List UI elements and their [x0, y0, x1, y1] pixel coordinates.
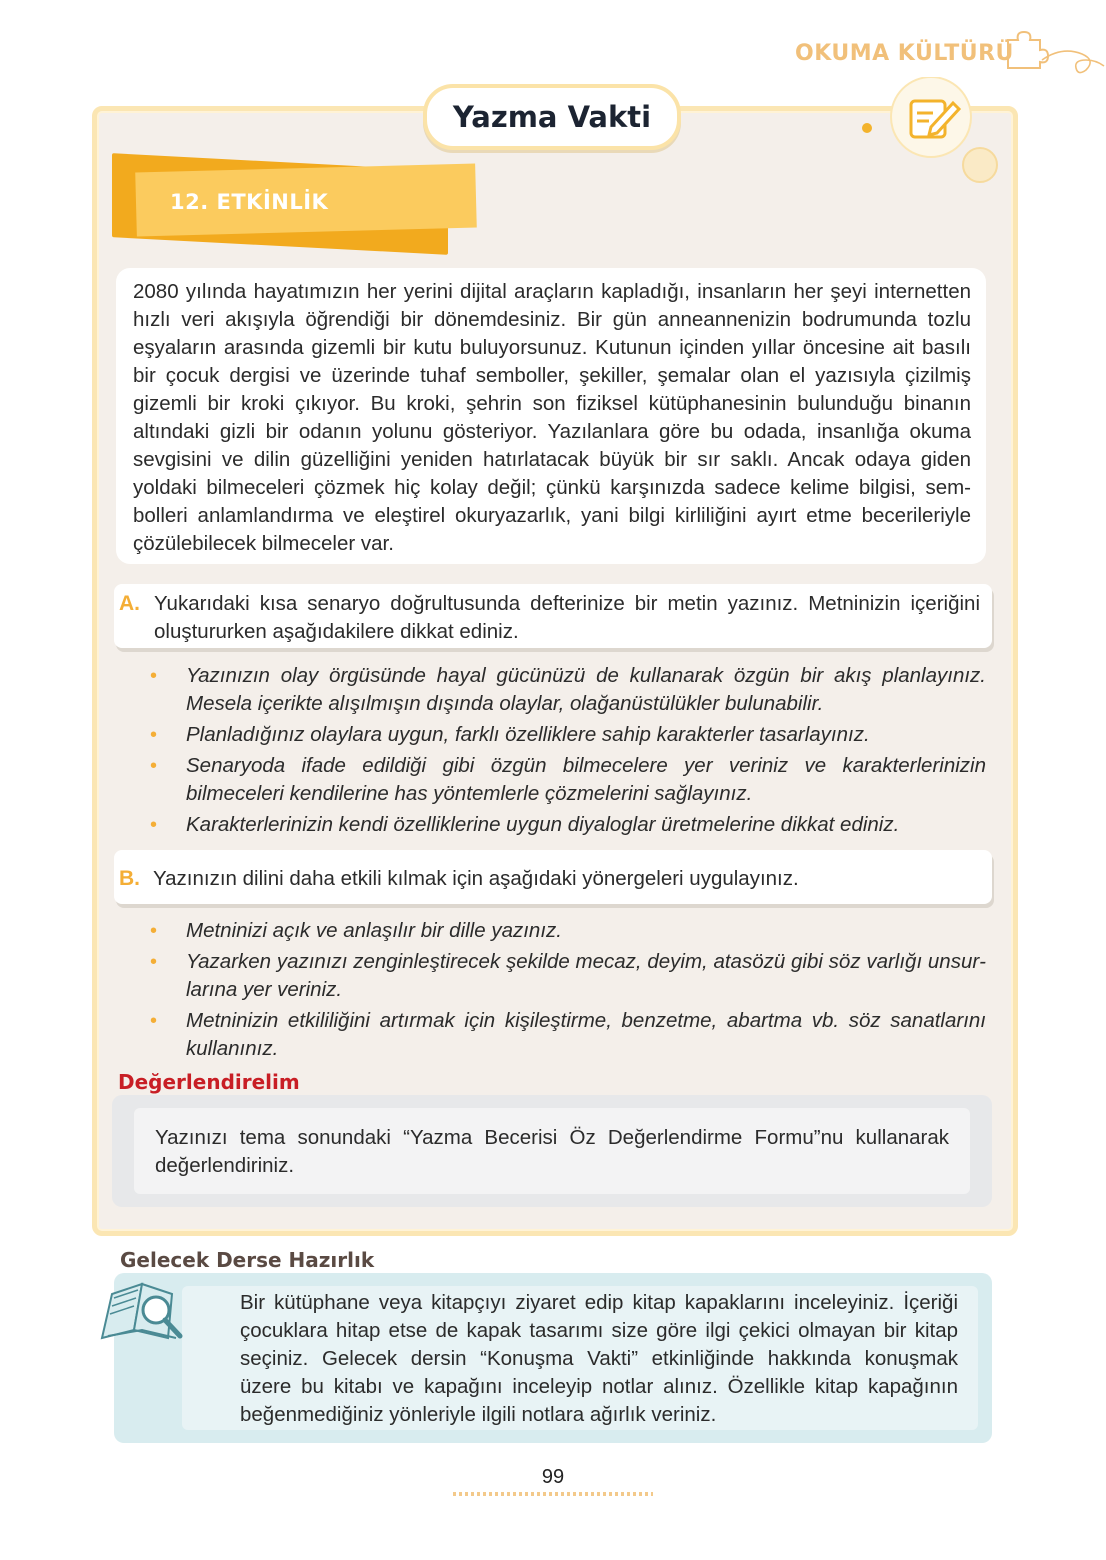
preparation-heading: Gelecek Derse Hazırlık [120, 1248, 375, 1272]
list-item: Planladığınız olaylara uygun, farklı özelliklere sahip karakterler tasarlayınız. [186, 723, 870, 746]
section-a-letter: A. [119, 592, 140, 615]
section-a-text: Yukarıdaki kısa senaryo doğrultusunda defterinize bir metin yazınız. Metninizin içeriğini oluştururken aşağıdakilere dikkat ediniz. [154, 592, 980, 643]
section-brand: OKUMA KÜLTÜRÜ [795, 41, 1014, 66]
page-number: 99 [541, 1466, 565, 1488]
book-magnifier-icon [98, 1280, 190, 1344]
list-item: Karakterlerinizin kendi özelliklerine uygun diyaloglar üretmelerine dikkat ediniz. [186, 813, 900, 836]
section-b-text: Yazınızın dilini daha etkili kılmak için aşağıdaki yönergeleri uygulayınız. [153, 867, 799, 890]
bullet-dot: • [150, 951, 158, 973]
bullet-dot: • [150, 724, 158, 746]
swirl-decoration [1040, 40, 1106, 84]
scenario-text: 2080 yılında hayatımızın her yerini dijital araçların kapladığı, insanların her şeyi internetten hızlı veri akışıyla öğrendiği bir dönemdesiniz. Bir gün anneannenizin bodrumunda tozlu eşyaların arasında gizemli bir kutu buluyorsunuz. Kutunun içinden yıllar öncesine ait basılı bir çocuk dergisi ve üzerinde tuhaf semboller, şekiller, şemalar olan el yazısıyla çizilmiş gizemli bir kroki çıkıyor. Bu kroki, şehrin son fiziksel kütüphanesinin bulunduğu binanın altındaki gizli bir odanın yolunu gösteriyor. Yazılanlara göre bu odada, insanlığa okuma sevgisini ve dilin güzelliğini yeniden hatırlatacak büyük bir sır saklı. Ancak odaya giden yoldaki bilmeceleri çözmek hiç kolay değil; çünkü karşınızda sadece kelime bilgisi, sembolleri anlamlandırma ve eleştirel okuryazarlık, yani bilgi kirliliğini ayırt etme becerileriyle çözülebilecek bilmeceler var. [133, 280, 971, 555]
list-item: Yazarken yazınızı zenginleştirecek şekilde mecaz, deyim, atasözü gibi söz varlığı unsurlarına yer veriniz. [186, 950, 986, 1001]
preparation-text: Bir kütüphane veya kitapçıyı ziyaret edip kitap kapaklarını inceleyiniz. İçeriği çocuklara hitap etse de kapak tasarımı size göre ilgi çekici olmayan bir kitap seçiniz. Gelecek dersin “Konuşma Vakti” etkinliğinde hakkında konuşmak üzere bu kitabı ve kapağını inceleyip notlar alınız. Özellikle kitap kapağının beğenmediğiniz yönleriyle ilgili notlara ağırlık veriniz. [240, 1291, 958, 1426]
list-item: Metninizin etkililiğini artırmak için kişileştirme, benzetme, abartma vb. söz sanatlarını kullanınız. [186, 1009, 986, 1060]
section-b-letter: B. [119, 867, 140, 890]
evaluation-heading: Değerlendirelim [118, 1070, 300, 1094]
bullet-dot: • [150, 920, 158, 942]
list-item: Senaryoda ifade edildiği gibi özgün bilmecelere yer veriniz ve karakterlerinizin bilmeceleri kendilerine has yöntemlerle çözmelerini sağlayınız. [186, 754, 986, 805]
bullet-dot: • [150, 665, 158, 687]
bullet-dot: • [150, 1010, 158, 1032]
decor-dot [862, 123, 872, 133]
evaluation-text: Yazınızı tema sonundaki “Yazma Becerisi Öz Değerlendirme Formu”nu kullanarak değerlendiriniz. [155, 1126, 949, 1177]
title-pill [423, 84, 681, 150]
page-title: Yazma Vakti [452, 100, 652, 134]
page-number-underline [453, 1492, 653, 1496]
list-item: Metninizi açık ve anlaşılır bir dille yazınız. [186, 919, 562, 942]
bullet-dot: • [150, 814, 158, 836]
bullet-dot: • [150, 755, 158, 777]
scenario-box [116, 268, 986, 564]
decor-ring [960, 145, 1000, 185]
list-item: Yazınızın olay örgüsünde hayal gücünüzü de kullanarak özgün bir akış planlayınız. Mesela içerikte alışılmışın dışında olaylar, olağanüstülükler bulunabilir. [186, 664, 986, 715]
activity-label: 12. ETKİNLİK [170, 190, 329, 214]
